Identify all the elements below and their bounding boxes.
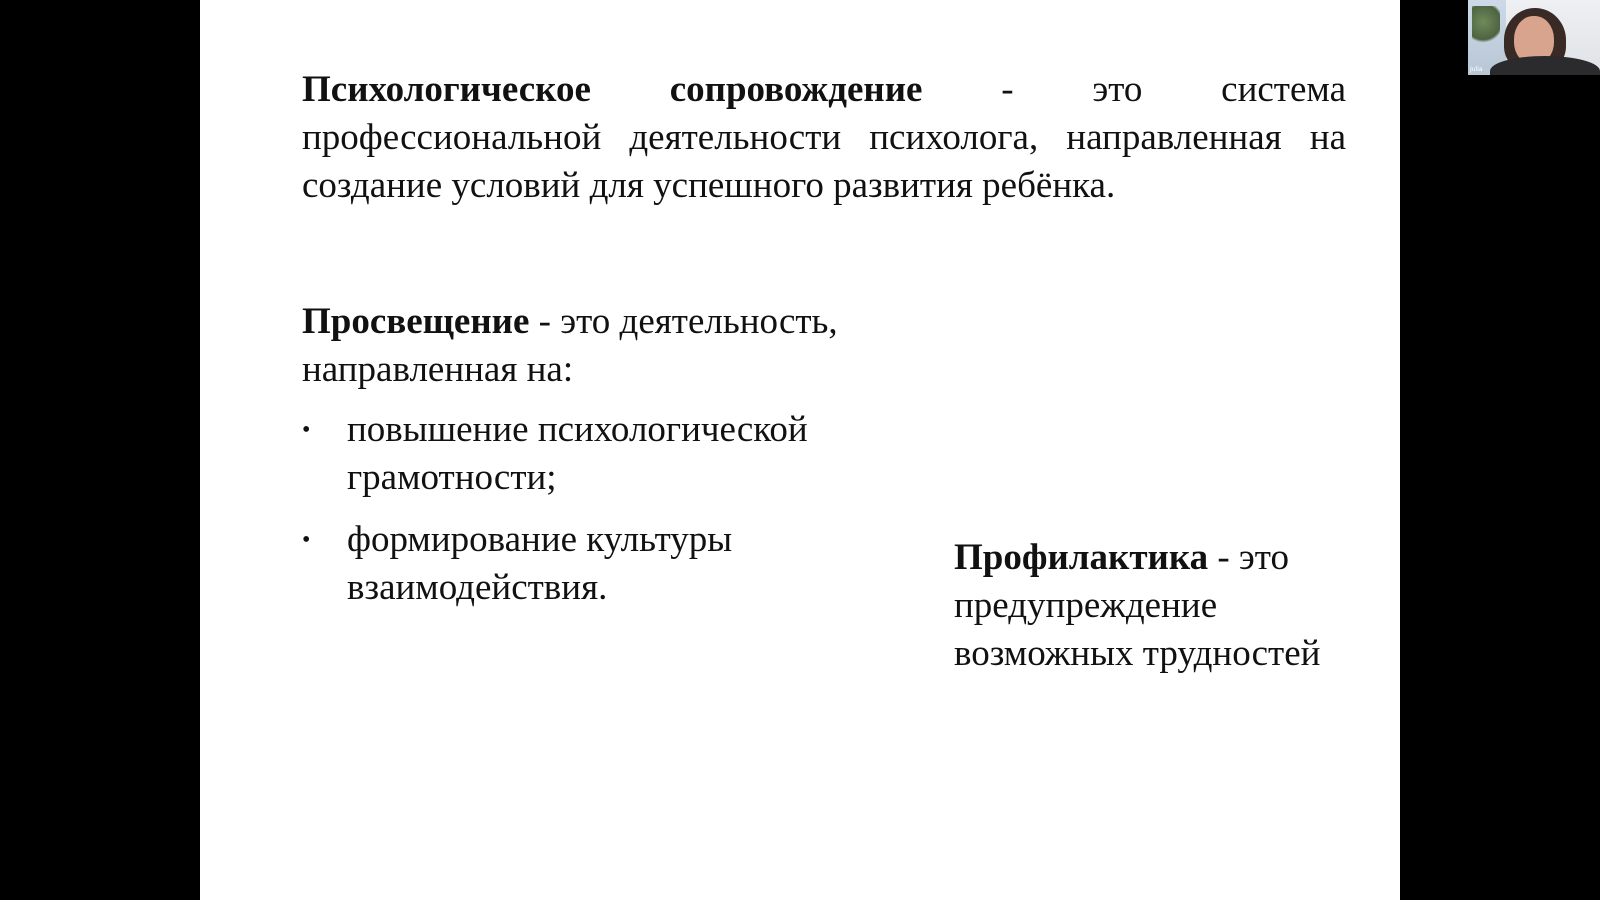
education-block bbox=[302, 298, 922, 626]
education-term: Просвещение bbox=[302, 301, 530, 342]
bullet-icon: • bbox=[302, 417, 311, 443]
definition-paragraph bbox=[302, 66, 1346, 210]
participant-video-thumbnail[interactable] bbox=[1468, 0, 1600, 75]
education-heading bbox=[302, 298, 922, 394]
prevention-text: - это предупреждение возможных трудностей bbox=[954, 537, 1321, 674]
education-text: - это деятельность, направленная на: bbox=[302, 301, 838, 390]
list-item bbox=[302, 516, 867, 612]
list-item-text: повышение психологической грамотности; bbox=[347, 409, 808, 498]
participant-name-label: Julia bbox=[1470, 66, 1483, 73]
definition-term: Психологическое сопровождение bbox=[302, 69, 923, 110]
bullet-icon: • bbox=[302, 527, 311, 553]
prevention-term: Профилактика bbox=[954, 537, 1209, 578]
video-background-plant bbox=[1472, 6, 1500, 46]
prevention-block bbox=[954, 534, 1354, 678]
education-list bbox=[302, 406, 922, 612]
list-item bbox=[302, 406, 867, 502]
definition-text: - это система профессиональной деятельности психолога, направленная на создание условий для успешного развития ребёнка. bbox=[302, 69, 1346, 206]
presentation-slide bbox=[200, 0, 1400, 900]
list-item-text: формирование культуры взаимодействия. bbox=[347, 519, 733, 608]
